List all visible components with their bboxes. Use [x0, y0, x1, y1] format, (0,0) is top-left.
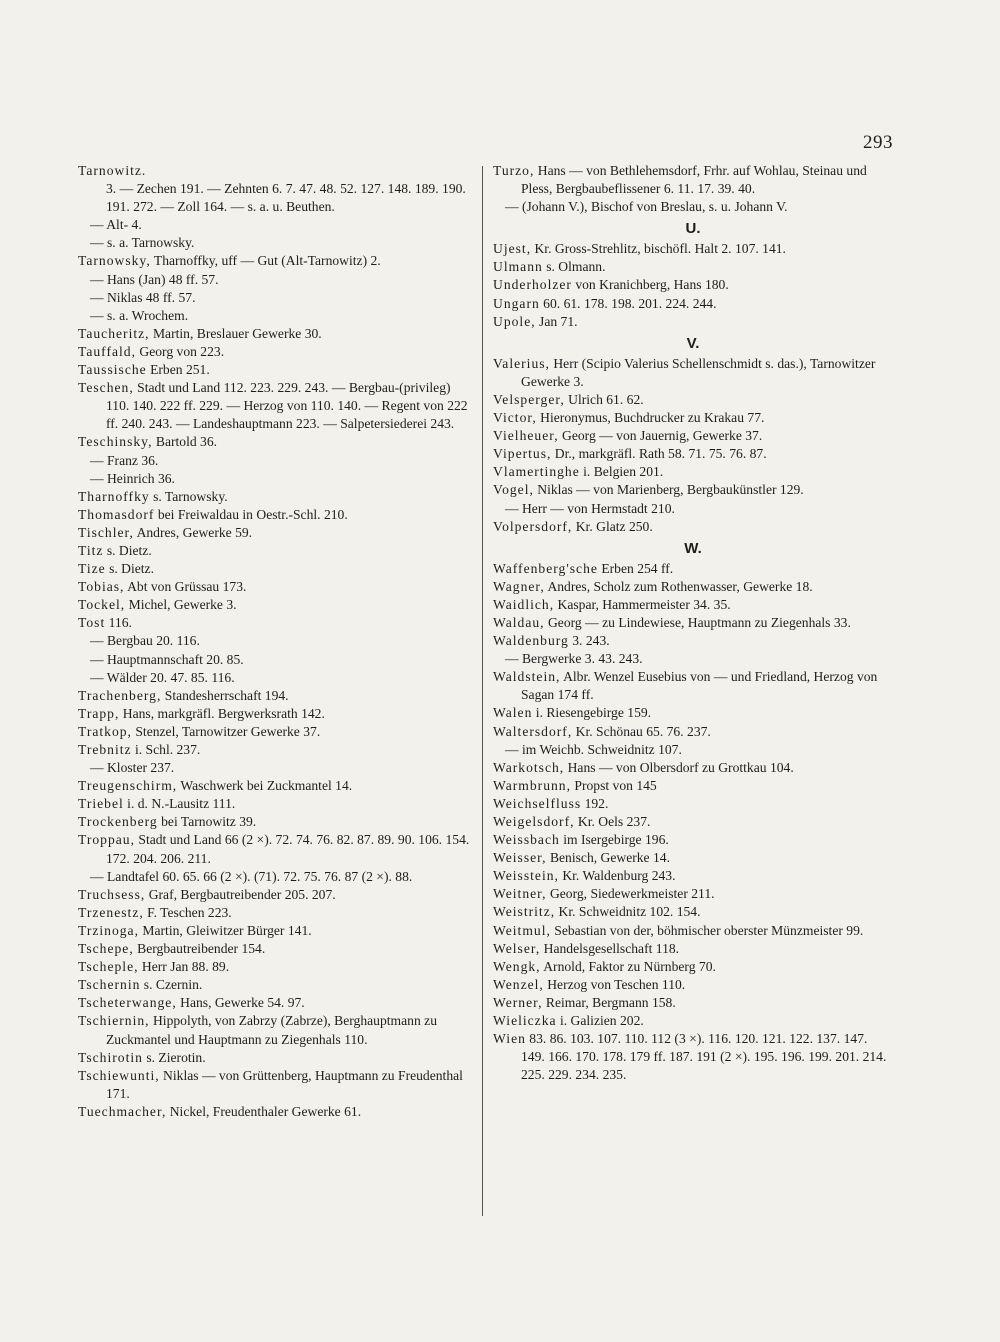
sub-entry: — Franz 36. — [90, 452, 159, 468]
index-entry — [78, 433, 470, 451]
entry-heading: Velsperger, — [493, 391, 565, 407]
index-entry — [78, 524, 470, 542]
index-entry — [493, 1030, 893, 1084]
index-entry — [493, 481, 893, 499]
index-entry — [493, 976, 893, 994]
entry-heading: Tockel, — [78, 597, 126, 613]
sub-entry: — (Johann V.), Bischof von Breslau, s. u. Johann V. — [505, 199, 788, 215]
index-entry — [78, 795, 470, 813]
sub-entry: — im Weichb. Schweidnitz 107. — [505, 741, 682, 757]
entry-heading: Tschiernin, — [78, 1013, 150, 1029]
index-entry — [493, 958, 893, 976]
index-entry — [78, 940, 470, 958]
entry-references: Erben 254 ff. — [597, 560, 674, 576]
index-entry — [78, 506, 470, 524]
entry-references: Hans — von Bethlehemsdorf, Frhr. auf Wohlau, Steinau und Pless, Bergbaubeflissener 6. 11. 17. 39. 40. — [521, 163, 867, 197]
entry-heading: Wagner, — [493, 578, 545, 594]
entry-references: s. Czernin. — [140, 977, 203, 993]
entry-heading: Ujest, — [493, 241, 532, 257]
index-entry — [493, 922, 893, 940]
entry-references: Abt von Grüssau 173. — [124, 579, 247, 595]
sub-entry: — Bergwerke 3. 43. 243. — [505, 651, 643, 667]
entry-heading: Vipertus, — [493, 446, 552, 462]
entry-heading: Waffenberg'sche — [493, 560, 598, 576]
index-entry — [78, 379, 470, 433]
entry-heading: Victor, — [493, 410, 537, 426]
entry-references: i. Belgien 201. — [579, 464, 664, 480]
entry-references: Tharnoffky, uff — Gut (Alt-Tarnowitz) 2. — [150, 253, 381, 269]
entry-references: i. Riesengebirge 159. — [532, 705, 652, 721]
index-entry — [493, 463, 893, 481]
sub-entry: — Hauptmannschaft 20. 85. — [90, 651, 244, 667]
entry-heading: Weitner, — [493, 886, 547, 902]
entry-references: Jan 71. — [535, 313, 578, 329]
index-entry — [78, 488, 470, 506]
entry-heading: Wenzel, — [493, 976, 544, 992]
index-entry — [78, 614, 470, 632]
entry-heading: Waldau, — [493, 614, 545, 630]
entry-heading: Werner, — [493, 994, 543, 1010]
index-entry — [78, 813, 470, 831]
index-entry — [78, 687, 470, 705]
entry-heading: Trockenberg — [78, 814, 158, 830]
sub-entry: — Wälder 20. 47. 85. 116. — [90, 669, 235, 685]
index-entry — [493, 795, 893, 813]
entry-heading: Tobias, — [78, 579, 125, 595]
entry-heading: Tauffald, — [78, 343, 136, 359]
entry-heading: Weichselfluss — [493, 795, 582, 811]
index-entry — [493, 885, 893, 903]
index-entry — [78, 361, 470, 379]
entry-references: Georg — von Jauernig, Gewerke 37. — [558, 428, 763, 444]
entry-references: Martin, Gleiwitzer Bürger 141. — [139, 922, 312, 938]
entry-references: Albr. Wenzel Eusebius von — und Friedland, Herzog von Sagan 174 ff. — [521, 669, 878, 703]
entry-heading: Trzenestz, — [78, 904, 144, 920]
index-entry — [78, 886, 470, 904]
entry-references: Niklas — von Grüttenberg, Hauptmann zu Freudenthal 171. — [106, 1067, 463, 1101]
entry-references: 83. 86. 103. 107. 110. 112 (3 ×). 116. 120. 121. 122. 137. 147. 149. 166. 170. 178. 179 ff. 187. 191 (2 ×). 195. 196. 199. 201. 214. 225. 229. 234. 235. — [521, 1031, 887, 1083]
index-entry — [78, 705, 470, 723]
entry-heading: Taucheritz, — [78, 325, 150, 341]
entry-references: Arnold, Faktor zu Nürnberg 70. — [540, 958, 716, 974]
entry-heading: Vlamertinghe — [493, 464, 580, 480]
sub-entry: — s. a. Tarnowsky. — [90, 235, 195, 251]
entry-references: Benisch, Gewerke 14. — [546, 850, 670, 866]
entry-references: Hans — von Olbersdorf zu Grottkau 104. — [564, 759, 794, 775]
entry-references: Georg — zu Lindewiese, Hauptmann zu Ziegenhals 33. — [544, 614, 851, 630]
entry-references: Hieronymus, Buchdrucker zu Krakau 77. — [536, 410, 765, 426]
index-entry — [78, 1049, 470, 1067]
entry-heading: Triebel — [78, 796, 124, 812]
entry-references: Andres, Scholz zum Rothenwasser, Gewerke 18. — [544, 578, 813, 594]
index-entry — [493, 240, 893, 258]
index-entry — [493, 391, 893, 409]
entry-heading: Tarnowsky, — [78, 253, 151, 269]
index-entry — [78, 1067, 470, 1103]
index-entry — [493, 560, 893, 578]
entry-heading: Ungarn — [493, 295, 540, 311]
entry-references: von Kranichberg, Hans 180. — [571, 277, 729, 293]
section-letter: U. — [685, 220, 701, 238]
sub-entry: — Herr — von Hermstadt 210. — [505, 500, 675, 516]
index-entry — [493, 313, 893, 331]
index-entry — [78, 994, 470, 1012]
entry-references: Dr., markgräfl. Rath 58. 71. 75. 76. 87. — [551, 446, 767, 462]
entry-heading: Weissbach — [493, 832, 560, 848]
index-entry — [493, 632, 893, 650]
entry-heading: Tschernin — [78, 977, 141, 993]
entry-heading: Vielheuer, — [493, 428, 559, 444]
index-entry — [78, 578, 470, 596]
entry-references: Hippolyth, von Zabrzy (Zabrze), Berghauptmann zu Zuckmantel und Hauptmann zu Ziegenhals 110. — [106, 1013, 437, 1047]
index-entry — [493, 614, 893, 632]
entry-heading: Wien — [493, 1031, 526, 1047]
index-entry — [78, 1103, 470, 1121]
entry-references: s. Zierotin. — [142, 1049, 206, 1065]
index-entry — [493, 668, 893, 704]
entry-heading: Taussische — [78, 362, 147, 378]
entry-heading: Upole, — [493, 313, 536, 329]
entry-heading: Waltersdorf, — [493, 723, 573, 739]
entry-references: 192. — [581, 795, 609, 811]
entry-heading: Tschiewunti, — [78, 1067, 160, 1083]
entry-references: Bergbautreibender 154. — [133, 941, 266, 957]
index-entry — [78, 542, 470, 560]
index-entry — [78, 596, 470, 614]
entry-references: Nickel, Freudenthaler Gewerke 61. — [166, 1103, 362, 1119]
entry-references: Kr. Gross-Strehlitz, bischöfl. Halt 2. 107. 141. — [531, 241, 786, 257]
entry-heading: Trachenberg, — [78, 687, 162, 703]
index-entry — [493, 596, 893, 614]
index-entry — [493, 940, 893, 958]
index-entry — [78, 252, 470, 270]
entry-references: Michel, Gewerke 3. — [125, 597, 237, 613]
index-entry — [493, 994, 893, 1012]
entry-heading: Troppau, — [78, 832, 135, 848]
index-column-right — [493, 162, 893, 1084]
sub-entry: — Hans (Jan) 48 ff. 57. — [90, 271, 219, 287]
entry-references: bei Tarnowitz 39. — [157, 814, 257, 830]
entry-heading: Weistritz, — [493, 904, 556, 920]
sub-entry: — s. a. Wrochem. — [90, 307, 189, 323]
entry-references: Waschwerk bei Zuckmantel 14. — [177, 778, 353, 794]
entry-references: Stenzel, Tarnowitzer Gewerke 37. — [131, 723, 321, 739]
index-entry — [78, 723, 470, 741]
index-entry — [78, 343, 470, 361]
sub-entry: — Kloster 237. — [90, 760, 175, 776]
entry-heading: Tschirotin — [78, 1049, 143, 1065]
entry-heading: Weisser, — [493, 850, 547, 866]
sub-entry: — Bergbau 20. 116. — [90, 633, 200, 649]
entry-heading: Weisstein, — [493, 868, 559, 884]
index-column-left — [78, 162, 470, 1121]
entry-heading: Underholzer — [493, 277, 572, 293]
index-entry — [493, 704, 893, 722]
index-entry — [493, 759, 893, 777]
entry-heading: Waldenburg — [493, 633, 569, 649]
entry-heading: Tischler, — [78, 524, 134, 540]
entry-references: Hans, markgräfl. Bergwerksrath 142. — [119, 705, 325, 721]
entry-heading: Tratkop, — [78, 723, 132, 739]
index-entry — [493, 813, 893, 831]
index-entry — [493, 445, 893, 463]
index-entry — [78, 976, 470, 994]
entry-heading: Teschen, — [78, 380, 134, 396]
entry-references: Kr. Glatz 250. — [572, 518, 653, 534]
entry-heading: Turzo, — [493, 163, 535, 178]
index-entry — [493, 295, 893, 313]
entry-references: Andres, Gewerke 59. — [133, 524, 253, 540]
index-entry — [78, 958, 470, 976]
entry-heading: Tuechmacher, — [78, 1103, 167, 1119]
index-entry — [78, 741, 470, 759]
entry-heading: Thomasdorf — [78, 506, 155, 522]
entry-references: Ulrich 61. 62. — [564, 391, 644, 407]
entry-references: im Isergebirge 196. — [559, 832, 669, 848]
entry-heading: Tize — [78, 561, 106, 577]
index-entry — [493, 723, 893, 741]
index-entry — [493, 578, 893, 596]
entry-heading: Tscheterwange, — [78, 995, 177, 1011]
entry-references: Handelsgesellschaft 118. — [540, 940, 680, 956]
index-entry — [493, 162, 893, 198]
index-entry — [78, 162, 470, 180]
entry-references: Herr Jan 88. 89. — [138, 959, 230, 975]
entry-references: i. Schl. 237. — [131, 742, 201, 757]
entry-references: Kr. Oels 237. — [574, 814, 651, 829]
sub-entry: — Landtafel 60. 65. 66 (2 ×). (71). 72. 75. 76. 87 (2 ×). 88. — [90, 868, 413, 884]
entry-heading: Vogel, — [493, 482, 534, 498]
entry-heading: Weigelsdorf, — [493, 814, 575, 829]
index-entry — [493, 518, 893, 536]
entry-heading: Wieliczka — [493, 1013, 557, 1029]
entry-references: Niklas — von Marienberg, Bergbaukünstler 129. — [533, 482, 804, 498]
entry-references: 3. 243. — [568, 633, 610, 649]
entry-heading: Titz — [78, 542, 104, 558]
index-entry — [493, 409, 893, 427]
index-entry — [493, 1012, 893, 1030]
sub-entry: — Heinrich 36. — [90, 470, 175, 486]
index-entry — [78, 904, 470, 922]
index-entry — [493, 831, 893, 849]
entry-heading: Trebnitz — [78, 742, 132, 757]
entry-heading: Weitmul, — [493, 922, 551, 938]
entry-references: F. Teschen 223. — [143, 904, 232, 920]
entry-references: s. Dietz. — [105, 561, 154, 577]
entry-heading: Ulmann — [493, 259, 543, 275]
entry-heading: Trzinoga, — [78, 922, 139, 938]
entry-heading: Welser, — [493, 940, 541, 956]
index-entry — [493, 903, 893, 921]
index-entry — [78, 560, 470, 578]
entry-heading: Tharnoffky — [78, 488, 150, 504]
entry-heading: Waldstein, — [493, 669, 561, 685]
entry-heading: Tost — [78, 615, 106, 631]
entry-references: Propst von 145 — [571, 777, 657, 793]
entry-references: Georg von 223. — [136, 343, 225, 359]
section-letter: W. — [684, 539, 702, 557]
sub-entry: — Niklas 48 ff. 57. — [90, 289, 196, 305]
index-entry — [78, 922, 470, 940]
entry-heading: Warmbrunn, — [493, 777, 571, 793]
entry-heading: Tscheple, — [78, 959, 139, 975]
entry-continuation: 3. — Zechen 191. — Zehnten 6. 7. 47. 48. 52. 127. 148. 189. 190. 191. 272. — Zoll 164. — s. a. u. Beuthen. — [106, 181, 466, 215]
entry-heading: Teschinsky, — [78, 434, 153, 450]
index-entry — [78, 325, 470, 343]
entry-references: Kaspar, Hammermeister 34. 35. — [554, 596, 731, 612]
entry-heading: Warkotsch, — [493, 759, 565, 775]
entry-references: bei Freiwaldau in Oestr.-Schl. 210. — [154, 506, 348, 522]
entry-references: Standesherrschaft 194. — [161, 687, 289, 703]
entry-references: i. Galizien 202. — [556, 1013, 644, 1029]
entry-references: Kr. Schweidnitz 102. 154. — [555, 904, 701, 920]
entry-references: Georg, Siedewerkmeister 211. — [546, 886, 715, 902]
index-entry — [78, 777, 470, 795]
column-divider — [482, 166, 483, 1216]
entry-references: Martin, Breslauer Gewerke 30. — [149, 325, 322, 341]
entry-heading: Valerius, — [493, 355, 550, 371]
index-entry — [493, 427, 893, 445]
index-entry — [78, 831, 470, 867]
entry-references: Kr. Waldenburg 243. — [558, 868, 676, 884]
entry-references: Hans, Gewerke 54. 97. — [176, 995, 305, 1011]
entry-heading: Tschepe, — [78, 941, 134, 957]
entry-heading: Trapp, — [78, 705, 120, 721]
entry-references: s. Tarnowsky. — [149, 488, 228, 504]
entry-references: Stadt und Land 112. 223. 229. 243. — Bergbau-(privileg) 110. 140. 222 ff. 229. — Herzog von 110. 140. — Regent von 222 ff. 240. 243. — Landeshauptmann 223. — Salpetersiederei 243. — [106, 380, 468, 432]
entry-references: Bartold 36. — [152, 434, 218, 450]
sub-entry: — Alt- 4. — [90, 217, 142, 233]
entry-heading: Truchsess, — [78, 886, 146, 902]
entry-references: s. Olmann. — [542, 259, 606, 275]
entry-heading: Volpersdorf, — [493, 518, 573, 534]
entry-references: Kr. Schönau 65. 76. 237. — [572, 723, 711, 739]
page-number: 293 — [863, 132, 893, 153]
entry-references: Sebastian von der, böhmischer oberster Münzmeister 99. — [550, 922, 864, 938]
entry-heading: Walen — [493, 705, 533, 721]
entry-references: 60. 61. 178. 198. 201. 224. 244. — [539, 295, 717, 311]
index-entry — [493, 867, 893, 885]
index-entry — [78, 1012, 470, 1048]
entry-references: s. Dietz. — [103, 542, 152, 558]
index-entry — [493, 276, 893, 294]
index-entry — [493, 355, 893, 391]
entry-references: i. d. N.-Lausitz 111. — [123, 796, 236, 812]
entry-references: Herzog von Teschen 110. — [543, 976, 686, 992]
section-letter: V. — [686, 334, 700, 352]
entry-references: Erben 251. — [146, 362, 210, 378]
index-entry — [493, 258, 893, 276]
index-entry — [493, 777, 893, 795]
entry-references: Stadt und Land 66 (2 ×). 72. 74. 76. 82. 87. 89. 90. 106. 154. 172. 204. 206. 211. — [106, 832, 470, 866]
entry-heading: Tarnowitz. — [78, 163, 147, 178]
index-entry — [493, 849, 893, 867]
entry-references: Graf, Bergbautreibender 205. 207. — [145, 886, 336, 902]
entry-references: 116. — [105, 615, 132, 631]
entry-references: Herr (Scipio Valerius Schellenschmidt s. das.), Tarnowitzer Gewerke 3. — [521, 355, 876, 389]
entry-heading: Treugenschirm, — [78, 778, 178, 794]
entry-references: Reimar, Bergmann 158. — [542, 994, 676, 1010]
entry-heading: Waidlich, — [493, 596, 555, 612]
entry-heading: Wengk, — [493, 958, 541, 974]
